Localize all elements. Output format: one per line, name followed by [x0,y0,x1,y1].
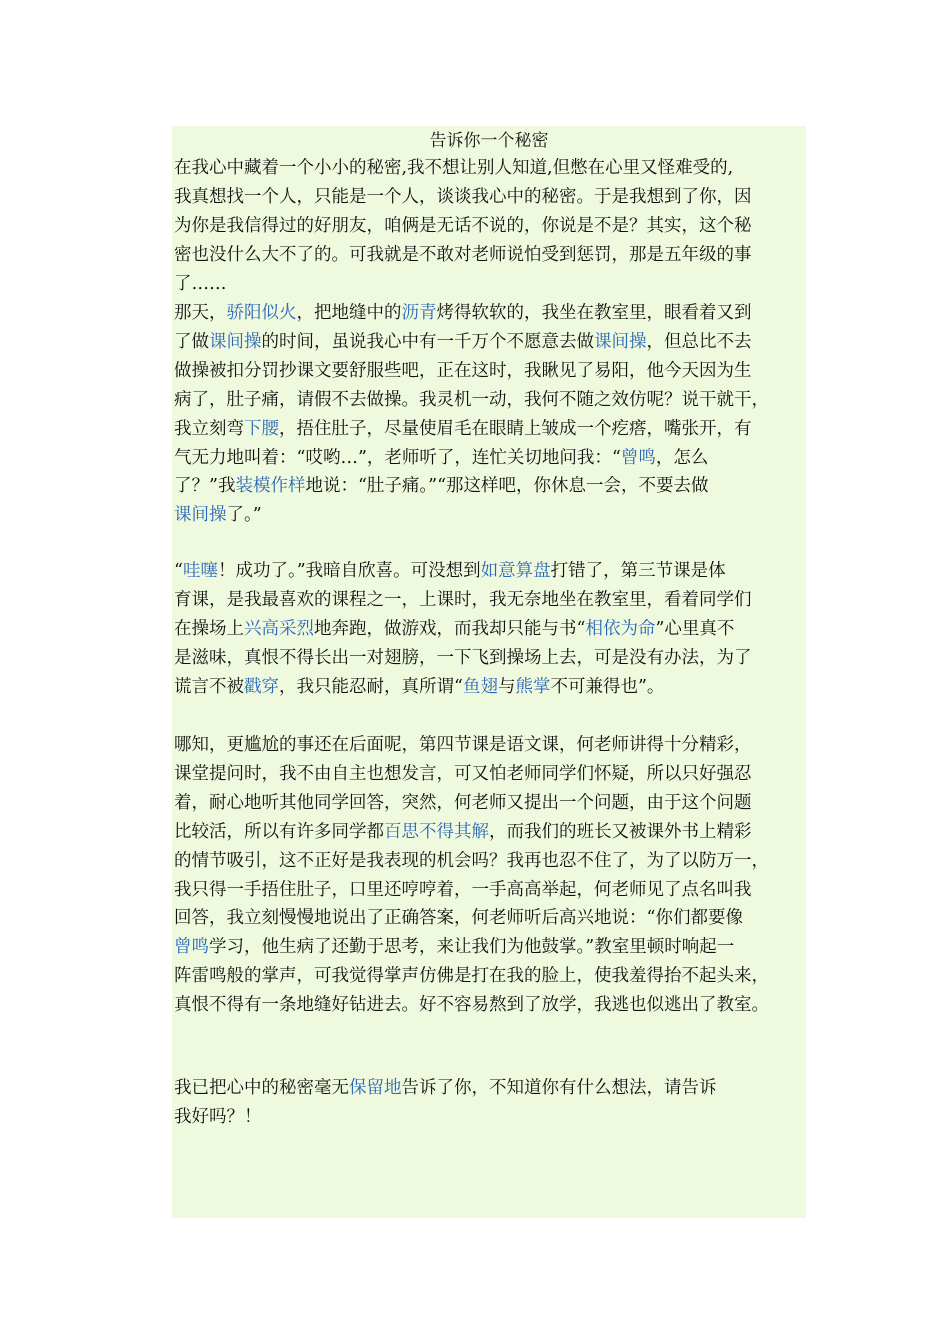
paragraph-embarrassment [174,731,814,1020]
keyword-link[interactable]: 百思不得其解 [384,821,489,842]
keyword-link[interactable]: 装模作样 [235,476,306,497]
text-line [174,328,814,357]
text-run: 在我心中藏着一个小小的秘密,我不想让别人知道,但憋在心里又怪难受的, [174,158,734,178]
text-run: 与 [497,676,516,697]
text-run: 地说：“肚子痛。”“那这样吧，你休息一会，不要去做 [305,476,709,497]
keyword-link[interactable]: 沥青 [401,303,437,323]
text-line [174,1074,814,1103]
text-line [174,876,814,905]
text-run: 阵雷鸣般的掌声，可我觉得掌声仿佛是打在我的脸上，使我羞得抬不起头来， [174,966,769,987]
keyword-link[interactable]: 戳穿 [244,676,279,697]
keyword-link[interactable]: 曾鸣 [620,447,656,468]
text-run: ，我只能忍耐，真所谓“ [279,676,463,697]
text-run: 学习，他生病了还勤于思考，来让我们为他鼓掌。”教室里顿时响起一 [209,937,735,958]
text-line [174,357,814,386]
text-line [174,444,814,473]
text-run: “ [174,561,183,581]
text-run: 密也没什么大不了的。可我就是不敢对老师说怕受到惩罚，那是五年级的事 [174,244,752,265]
text-line [174,415,814,444]
text-run: 育课，是我最喜欢的课程之一，上课时，我无奈地坐在教室里，看着同学们 [174,589,752,610]
text-run: 了。” [226,505,262,526]
paragraph-success [174,557,814,702]
text-run: ”心里真不 [655,618,735,639]
text-run: 我真想找一个人，只能是一个人，谈谈我心中的秘密。于是我想到了你，因 [174,186,752,207]
text-run: 打错了，第三节课是体 [550,561,726,581]
text-line [174,789,814,818]
text-line [174,501,814,530]
keyword-link[interactable]: 鱼翅 [462,676,498,697]
keyword-link[interactable]: 下腰 [244,418,279,439]
text-run: ，怎么 [655,447,709,468]
paragraph-intro [174,154,814,299]
text-line [174,212,814,241]
text-run: 我好吗？！ [174,1106,262,1127]
text-run: 真恨不得有一条地缝好钻进去。好不容易熬到了放学，我逃也似逃出了教室。 [174,995,769,1016]
text-line [174,586,814,615]
text-run: ，捂住肚子，尽量使眉毛在眼睛上皱成一个疙瘩，嘴张开，有 [279,418,752,439]
text-line [174,962,814,991]
text-run: 了？”我 [174,476,236,497]
text-run: 我已把心中的秘密毫无 [174,1078,349,1098]
text-run: ！成功了。”我暗自欣喜。可没想到 [217,561,481,581]
text-run: 谎言不被 [174,676,244,697]
text-run: 比较活，所以有许多同学都 [174,821,384,842]
keyword-link[interactable]: 哇噻 [182,561,218,581]
text-run: 烤得软软的，我坐在教室里，眼看着又到 [436,303,752,323]
text-run: ，但总比不去 [646,331,752,352]
text-run: 了…… [174,273,227,294]
text-run: 那天， [174,303,227,323]
text-line [174,270,814,299]
text-line [174,154,814,183]
keyword-link[interactable]: 骄阳似火 [226,303,297,323]
text-run: 哪知，更尴尬的事还在后面呢，第四节课是语文课，何老师讲得十分精彩， [174,735,752,755]
text-line [174,847,814,876]
text-run: 着，耐心地听其他同学回答，突然，何老师又提出一个问题，由于这个问题 [174,792,752,813]
text-run: ，把地缝中的 [296,303,402,323]
text-line [174,731,814,760]
text-line [174,904,814,933]
document-title: 告诉你一个秘密 [429,131,549,151]
text-run: 我立刻弯 [174,418,244,439]
text-run: 了做 [174,331,209,352]
text-run: 病了，肚子痛，请假不去做操。我灵机一动，我何不随之效仿呢？说干就干， [174,389,769,410]
keyword-link[interactable]: 熊掌 [515,676,551,697]
text-run: 气无力地叫着：“哎哟…”，老师听了，连忙关切地问我：“ [174,447,621,468]
text-line [174,386,814,415]
text-run: 为你是我信得过的好朋友，咱俩是无话不说的，你说是不是？其实，这个秘 [174,215,752,236]
paragraph-that-day [174,299,814,530]
text-run: 课堂提问时，我不由自主也想发言，可又怕老师同学们怀疑，所以只好强忍 [174,763,752,784]
text-line [174,673,814,702]
text-line [174,557,814,586]
text-run: 的情节吸引，这不正好是我表现的机会吗？我再也忍不住了，为了以防万一， [174,850,769,871]
keyword-link[interactable]: 课间操 [209,331,262,352]
text-line [174,241,814,270]
keyword-link[interactable]: 课间操 [174,505,227,526]
keyword-link[interactable]: 如意算盘 [480,561,551,581]
text-run: 是滋味，真恨不得长出一对翅膀，一下飞到操场上去，可是没有办法，为了 [174,647,752,668]
text-line [174,183,814,212]
text-run: 回答，我立刻慢慢地说出了正确答案，何老师听后高兴地说：“你们都要像 [174,908,743,929]
text-line [174,472,814,501]
text-run: ，而我们的班长又被课外书上精彩 [489,821,752,842]
text-run: 我只得一手捂住肚子，口里还哼哼着，一手高高举起，何老师见了点名叫我 [174,879,752,900]
text-line [174,818,814,847]
text-run: 不可兼得也”。 [550,676,665,697]
text-run: 地奔跑，做游戏，而我却只能与书“ [314,618,586,639]
keyword-link[interactable]: 课间操 [594,331,647,352]
text-line [174,933,814,962]
text-line [174,991,814,1020]
keyword-link[interactable]: 曾鸣 [174,937,209,958]
text-line [174,1103,814,1132]
text-run: 在操场上 [174,618,244,639]
keyword-link[interactable]: 保留地 [349,1078,402,1098]
text-run: 做操被扣分罚抄课文要舒服些吧，正在这时，我瞅见了易阳，他今天因为生 [174,360,752,381]
text-line [174,760,814,789]
paragraph-closing [174,1074,814,1132]
keyword-link[interactable]: 相依为命 [585,618,656,639]
text-run: 的时间，虽说我心中有一千万个不愿意去做 [261,331,594,352]
text-line [174,644,814,673]
text-line [174,299,814,328]
keyword-link[interactable]: 兴高采烈 [244,618,314,639]
text-run: 告诉了你，不知道你有什么想法，请告诉 [401,1078,717,1098]
text-line [174,615,814,644]
